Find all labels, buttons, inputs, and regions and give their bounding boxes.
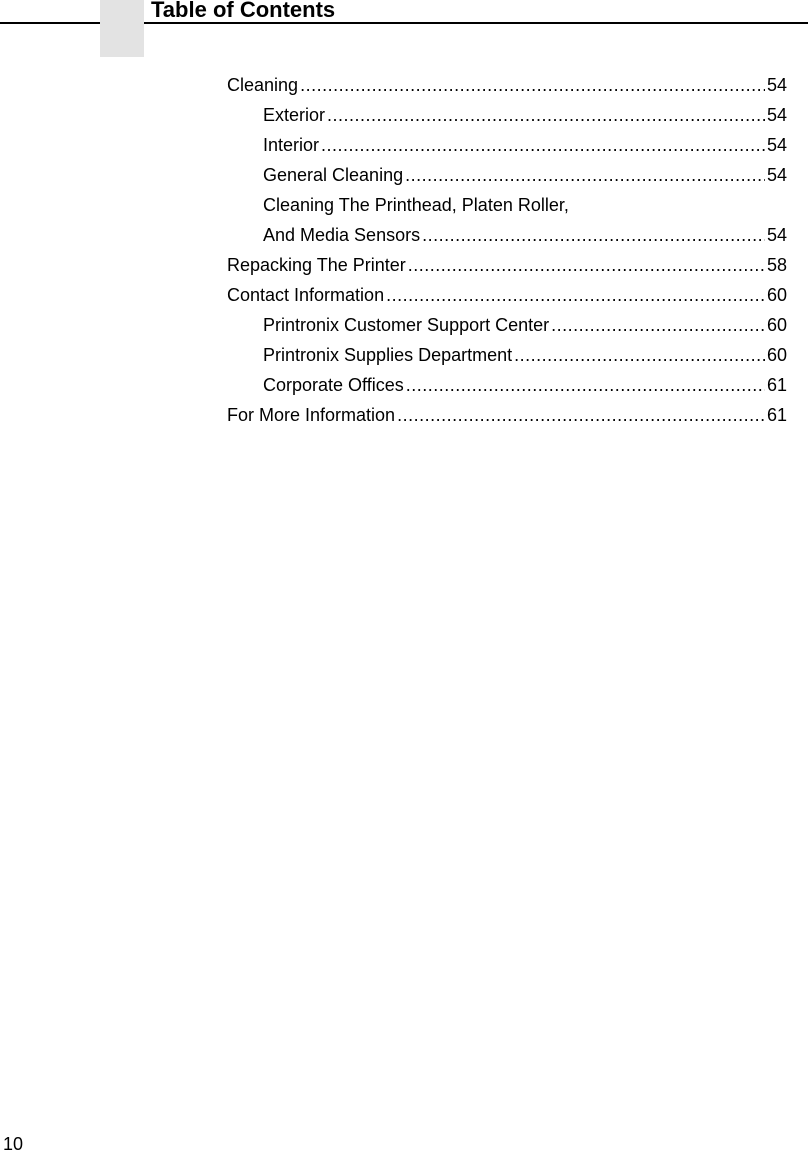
toc-entry-text: Printronix Customer Support Center xyxy=(263,315,550,335)
toc-entry-page: 54 xyxy=(766,105,787,125)
toc-entry-page: 58 xyxy=(766,255,787,275)
table-of-contents xyxy=(227,70,787,430)
toc-entry-exterior[interactable] xyxy=(227,100,787,130)
toc-entry-text: General Cleaning xyxy=(263,165,404,185)
toc-entry-page: 61 xyxy=(766,375,787,395)
toc-entry-page: 60 xyxy=(766,345,787,365)
toc-entry-page: 60 xyxy=(766,285,787,305)
toc-entry-text: Interior xyxy=(263,135,320,155)
toc-entry-interior[interactable] xyxy=(227,130,787,160)
toc-entry-text: For More Information xyxy=(227,405,396,425)
toc-leader-dots xyxy=(405,160,765,190)
toc-entry-contact-information[interactable] xyxy=(227,280,787,310)
toc-leader-dots xyxy=(397,400,765,430)
toc-leader-dots xyxy=(514,340,765,370)
toc-entry-page: 60 xyxy=(766,315,787,335)
toc-entry-cleaning-printhead-line1[interactable] xyxy=(227,190,787,220)
toc-entry-text: Repacking The Printer xyxy=(227,255,406,275)
toc-leader-dots xyxy=(321,130,765,160)
toc-leader-dots xyxy=(551,310,765,340)
toc-entry-page: 54 xyxy=(766,75,787,95)
toc-leader-dots xyxy=(327,100,765,130)
toc-entry-text: Cleaning xyxy=(227,75,299,95)
toc-entry-text: And Media Sensors xyxy=(263,225,421,245)
toc-entry-text: Cleaning The Printhead, Platen Roller, xyxy=(263,195,569,215)
toc-entry-page: 54 xyxy=(766,135,787,155)
toc-entry-cleaning[interactable] xyxy=(227,70,787,100)
page-title: Table of Contents xyxy=(151,0,336,22)
toc-entry-text: Corporate Offices xyxy=(263,375,404,395)
toc-entry-page: 61 xyxy=(766,405,787,425)
toc-entry-text: Exterior xyxy=(263,105,326,125)
toc-entry-repacking[interactable] xyxy=(227,250,787,280)
toc-leader-dots xyxy=(386,280,765,310)
header-tab-marker xyxy=(100,0,144,57)
toc-entry-more-information[interactable] xyxy=(227,400,787,430)
toc-entry-page: 54 xyxy=(766,225,787,245)
toc-leader-dots xyxy=(406,370,765,400)
page-number: 10 xyxy=(3,1134,24,1154)
toc-leader-dots xyxy=(422,220,765,250)
toc-entry-page: 54 xyxy=(766,165,787,185)
toc-entry-text: Contact Information xyxy=(227,285,385,305)
toc-entry-general-cleaning[interactable] xyxy=(227,160,787,190)
toc-entry-supplies-department[interactable] xyxy=(227,340,787,370)
toc-leader-dots xyxy=(300,70,765,100)
toc-entry-customer-support[interactable] xyxy=(227,310,787,340)
toc-entry-cleaning-printhead-line2[interactable] xyxy=(227,220,787,250)
toc-leader-dots xyxy=(408,250,765,280)
toc-entry-text: Printronix Supplies Department xyxy=(263,345,513,365)
toc-entry-corporate-offices[interactable] xyxy=(227,370,787,400)
